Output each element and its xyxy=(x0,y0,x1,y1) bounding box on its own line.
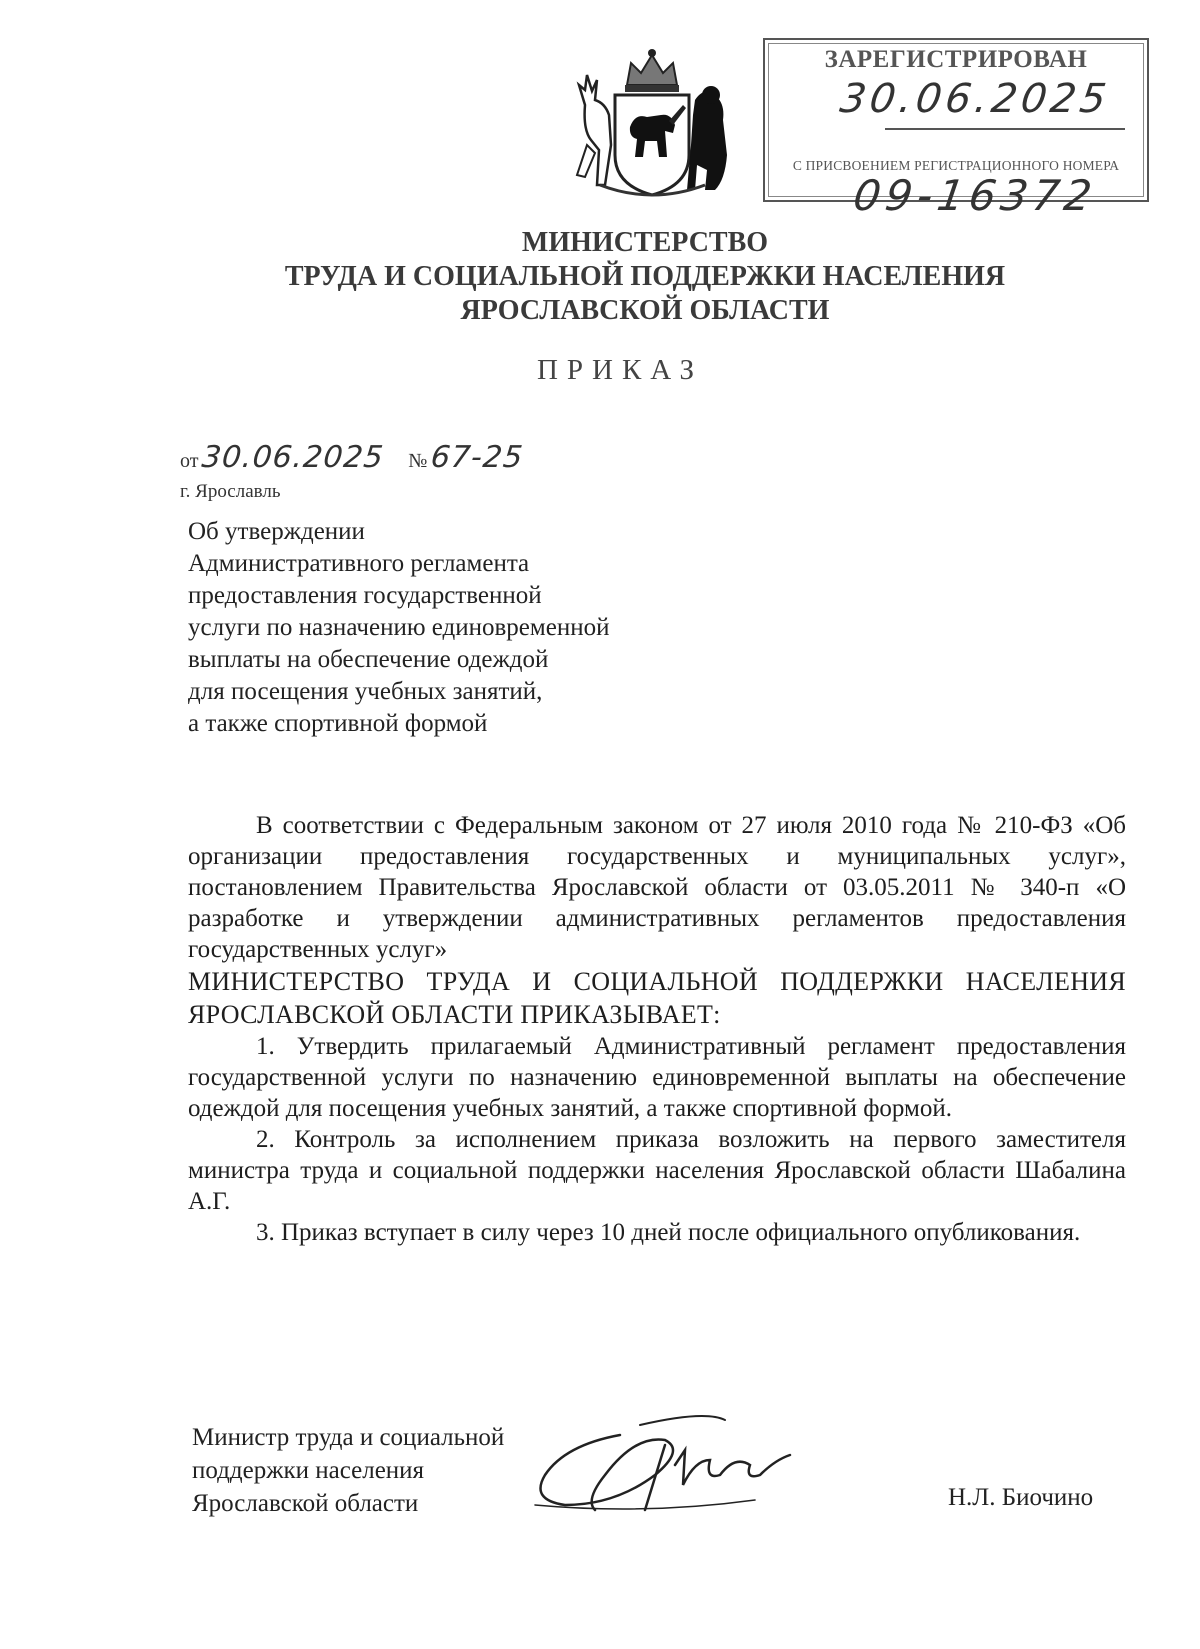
signer-position xyxy=(192,1421,504,1520)
order-number: 67-25 xyxy=(429,440,526,475)
order-date: 30.06.2025 xyxy=(200,440,387,475)
title-line: предоставления государственной xyxy=(188,582,542,609)
title-line: Административного регламента xyxy=(188,550,530,577)
title-line: Об утверждении xyxy=(188,518,365,545)
signer-position-line: Ярославской области xyxy=(192,1490,419,1517)
signer-position-line: Министр труда и социальной xyxy=(192,1424,505,1451)
order-title xyxy=(188,516,609,740)
ministry-line-1: МИНИСТЕРСТВО xyxy=(521,227,769,258)
ministry-line-3: ЯРОСЛАВСКОЙ ОБЛАСТИ xyxy=(460,295,830,326)
order-item-3: 3. Приказ вступает в силу через 10 дней после официального опубликования. xyxy=(256,1219,1081,1246)
document-type: ПРИКАЗ xyxy=(536,354,704,386)
signer-position-line: поддержки населения xyxy=(192,1457,425,1484)
handwritten-signature-icon xyxy=(525,1405,825,1520)
order-body xyxy=(188,810,1126,1248)
ministry-header xyxy=(0,226,1200,328)
order-item-1: 1. Утвердить прилагаемый Административный регламент предоставления государственной услуги по назначению единовременной выплаты на обеспечение одеждой для посещения учебных занятий, а также спортивной формой. xyxy=(188,1033,1126,1122)
order-item-2: 2. Контроль за исполнением приказа возложить на первого заместителя министра труда и социальной поддержки населения Ярославской области Шабалина А.Г. xyxy=(188,1126,1126,1215)
number-prefix: № xyxy=(408,450,428,472)
stamp-title: ЗАРЕГИСТРИРОВАН xyxy=(824,46,1088,73)
order-date-line xyxy=(180,440,524,480)
stamp-subtitle: С ПРИСВОЕНИЕМ РЕГИСТРАЦИОННОГО НОМЕРА xyxy=(792,158,1120,173)
stamp-registration-number: 09-16372 xyxy=(850,171,1100,220)
title-line: а также спортивной формой xyxy=(188,710,488,737)
registration-stamp xyxy=(763,38,1149,220)
order-directive: МИНИСТЕРСТВО ТРУДА И СОЦИАЛЬНОЙ ПОДДЕРЖКИ НАСЕЛЕНИЯ ЯРОСЛАВСКОЙ ОБЛАСТИ ПРИКАЗЫВАЕТ: xyxy=(188,967,1126,1029)
signer-name: Н.Л. Биочино xyxy=(948,1484,1094,1511)
title-line: услуги по назначению единовременной xyxy=(188,614,610,641)
date-prefix: от xyxy=(180,450,199,472)
preamble-paragraph: В соответствии с Федеральным законом от 27 июля 2010 года № 210-ФЗ «Об организации предоставления государственных и муниципальных услуг», постановлением Правительства Ярославской области от 03.05.2011 № 340-п «О разработке и утверждении административных регламентов предоставления государственных услуг» xyxy=(188,812,1126,963)
coat-of-arms-icon xyxy=(565,45,740,205)
title-line: для посещения учебных занятий, xyxy=(188,678,543,705)
title-line: выплаты на обеспечение одеждой xyxy=(188,646,549,673)
city: г. Ярославль xyxy=(180,481,281,502)
stamp-date: 30.06.2025 xyxy=(837,76,1113,122)
ministry-line-2: ТРУДА И СОЦИАЛЬНОЙ ПОДДЕРЖКИ НАСЕЛЕНИЯ xyxy=(284,261,1006,292)
stamp-divider xyxy=(885,128,1125,130)
